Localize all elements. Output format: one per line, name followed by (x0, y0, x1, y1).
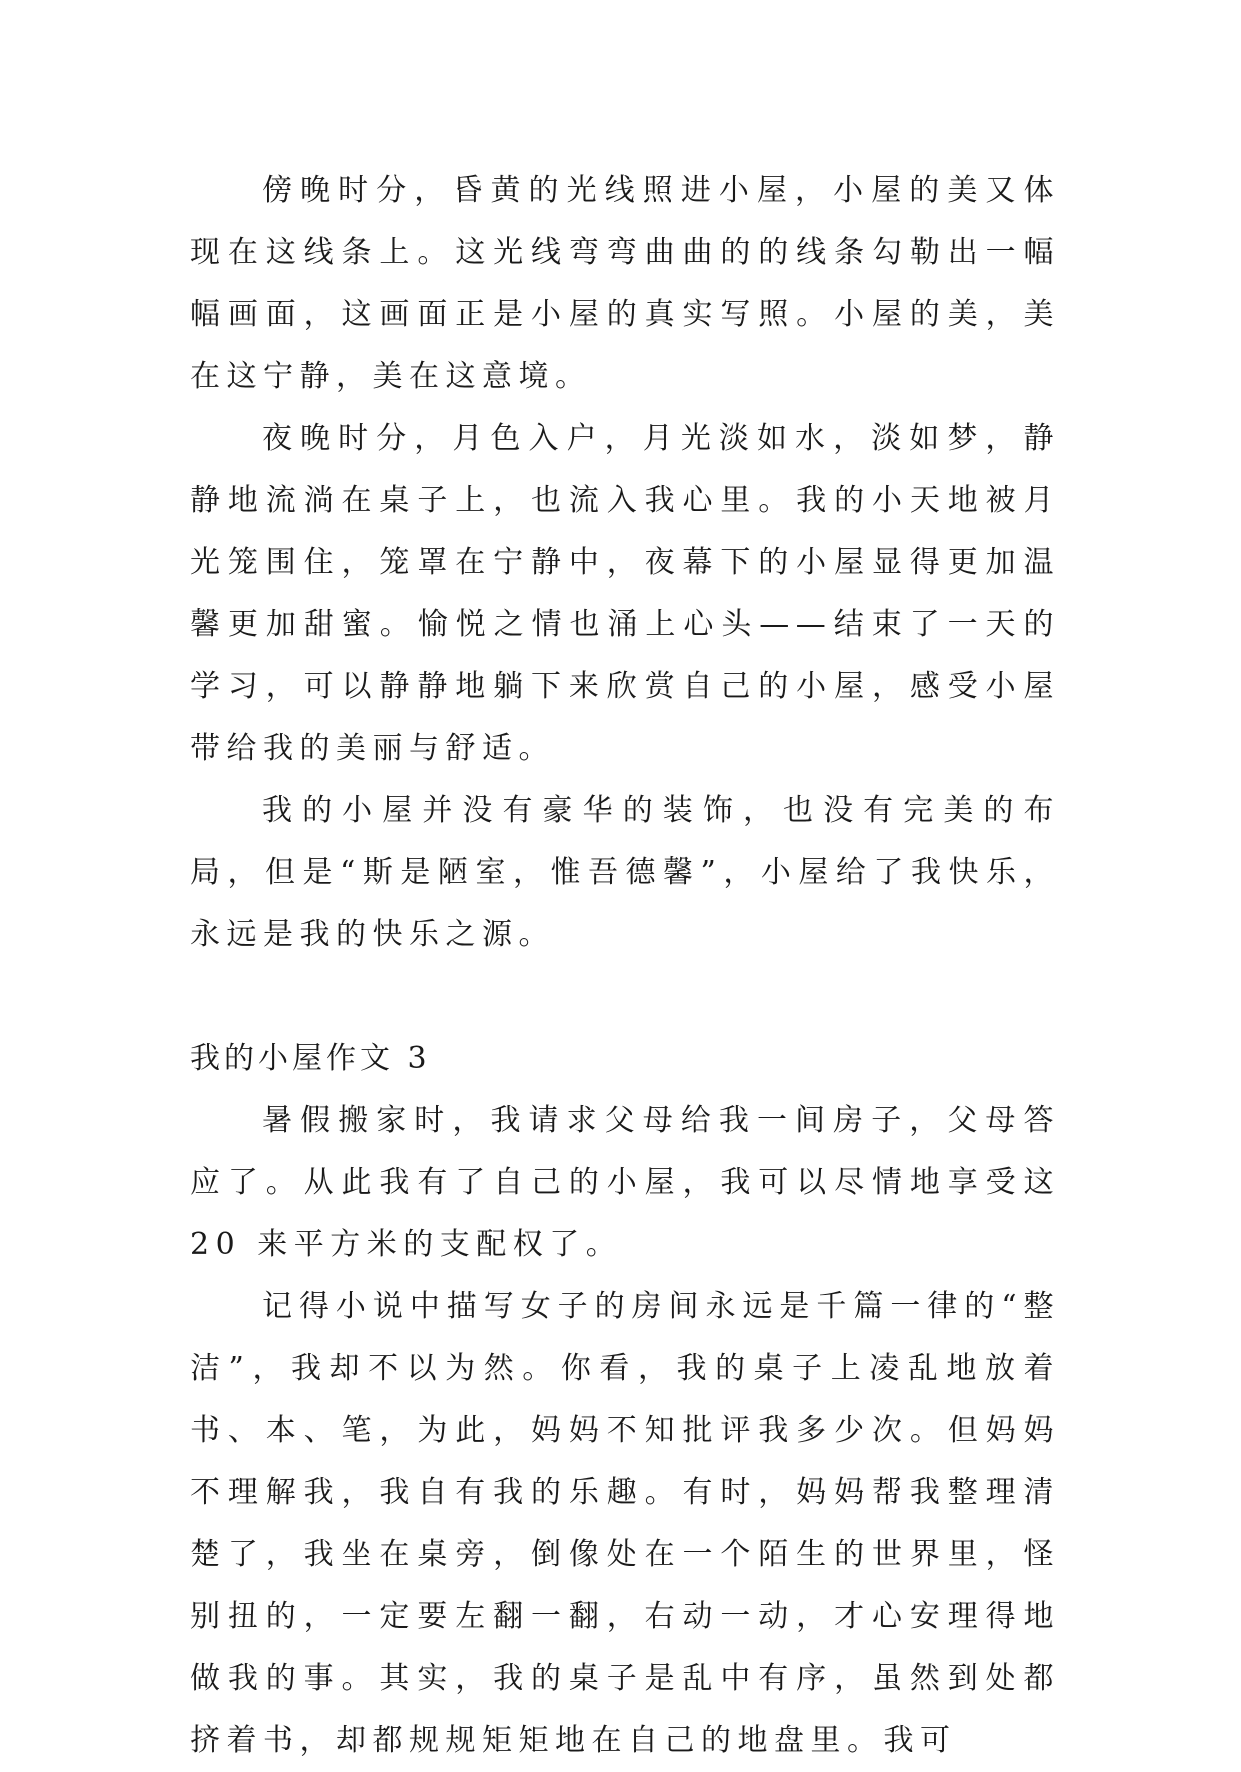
paragraph-conclusion: 我的小屋并没有豪华的装饰，也没有完美的布局，但是“斯是陋室，惟吾德馨”，小屋给了我快乐，永远是我的快乐之源。 (190, 793, 1060, 952)
paragraph-night: 夜晚时分，月色入户，月光淡如水，淡如梦，静静地流淌在桌子上，也流入我心里。我的小天地被月光笼围住，笼罩在宁静中，夜幕下的小屋显得更加温馨更加甜蜜。愉悦之情也涌上心头——结束了一天的学习，可以静静地躺下来欣赏自己的小屋，感受小屋带给我的美丽与舒适。 (190, 421, 1060, 766)
paragraph-moving: 暑假搬家时，我请求父母给我一间房子，父母答应了。从此我有了自己的小屋，我可以尽情地享受这 20 来平方米的支配权了。 (190, 1103, 1060, 1262)
section-title: 我的小屋作文 3 (190, 1041, 431, 1076)
paragraph-dusk: 傍晚时分，昏黄的光线照进小屋，小屋的美又体现在这线条上。这光线弯弯曲曲的的线条勾勒出一幅幅画面，这画面正是小屋的真实写照。小屋的美，美在这宁静，美在这意境。 (190, 173, 1060, 394)
paragraph-desk: 记得小说中描写女子的房间永远是千篇一律的“整洁”，我却不以为然。你看，我的桌子上凌乱地放着书、本、笔，为此，妈妈不知批评我多少次。但妈妈不理解我，我自有我的乐趣。有时，妈妈帮我整理清楚了，我坐在桌旁，倒像处在一个陌生的世界里，怪别扭的，一定要左翻一翻，右动一动，才心安理得地做我的事。其实，我的桌子是乱中有序，虽然到处都挤着书，却都规规矩矩地在自己的地盘里。我可 (190, 1289, 1060, 1758)
document-body (190, 160, 1060, 1772)
